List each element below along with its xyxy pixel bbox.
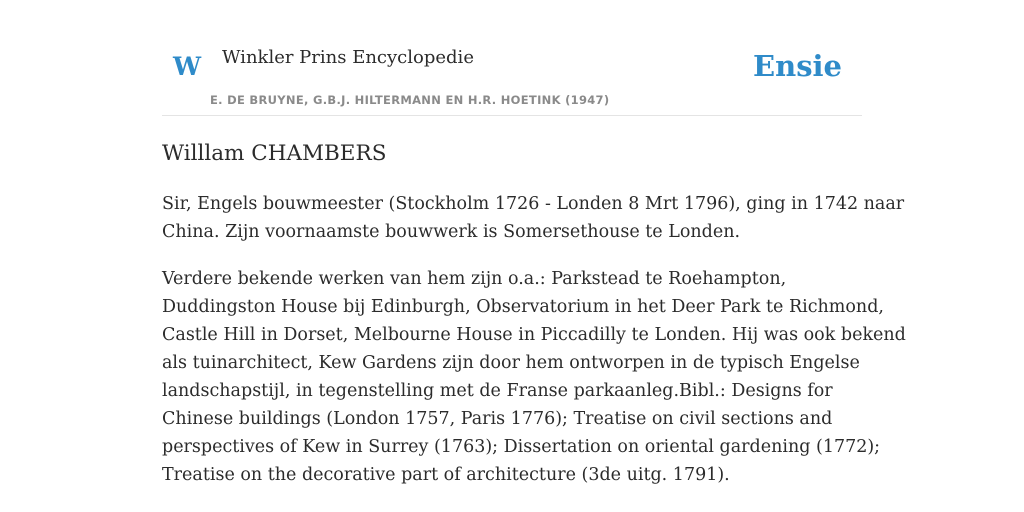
paragraph-line: landschapstijl, in tegenstelling met de Franse parkaanleg.Bibl.: Designs for — [162, 381, 833, 401]
article-paragraph — [162, 190, 905, 246]
article-paragraph — [162, 265, 906, 489]
paragraph-line: Sir, Engels bouwmeester (Stockholm 1726 - Londen 8 Mrt 1796), ging in 1742 naar — [162, 194, 905, 214]
ensie-logo[interactable]: Ensie — [753, 49, 842, 83]
winkler-prins-logo-icon[interactable]: W — [173, 52, 202, 81]
paragraph-line: Duddingston House bij Edinburgh, Observatorium in het Deer Park te Richmond, — [162, 297, 884, 317]
paragraph-line: Castle Hill in Dorset, Melbourne House in Piccadilly te Londen. Hij was ook bekend — [162, 325, 906, 345]
paragraph-line: Chinese buildings (London 1757, Paris 1776); Treatise on civil sections and — [162, 409, 833, 429]
article — [162, 138, 906, 489]
book-authors: E. DE BRUYNE, G.B.J. HILTERMANN EN H.R. HOETINK (1947) — [210, 93, 610, 107]
paragraph-line: Treatise on the decorative part of architecture (3de uitg. 1791). — [162, 465, 730, 485]
paragraph-line: perspectives of Kew in Surrey (1763); Dissertation on oriental gardening (1772); — [162, 437, 881, 457]
book-title[interactable]: Winkler Prins Encyclopedie — [222, 47, 474, 68]
page-header — [162, 40, 862, 116]
article-title: Willlam CHAMBERS — [162, 141, 387, 166]
paragraph-line: als tuinarchitect, Kew Gardens zijn door hem ontworpen in de typisch Engelse — [162, 353, 860, 373]
paragraph-line: China. Zijn voornaamste bouwwerk is Somersethouse te Londen. — [162, 222, 741, 242]
paragraph-line: Verdere bekende werken van hem zijn o.a.: Parkstead te Roehampton, — [162, 269, 787, 289]
